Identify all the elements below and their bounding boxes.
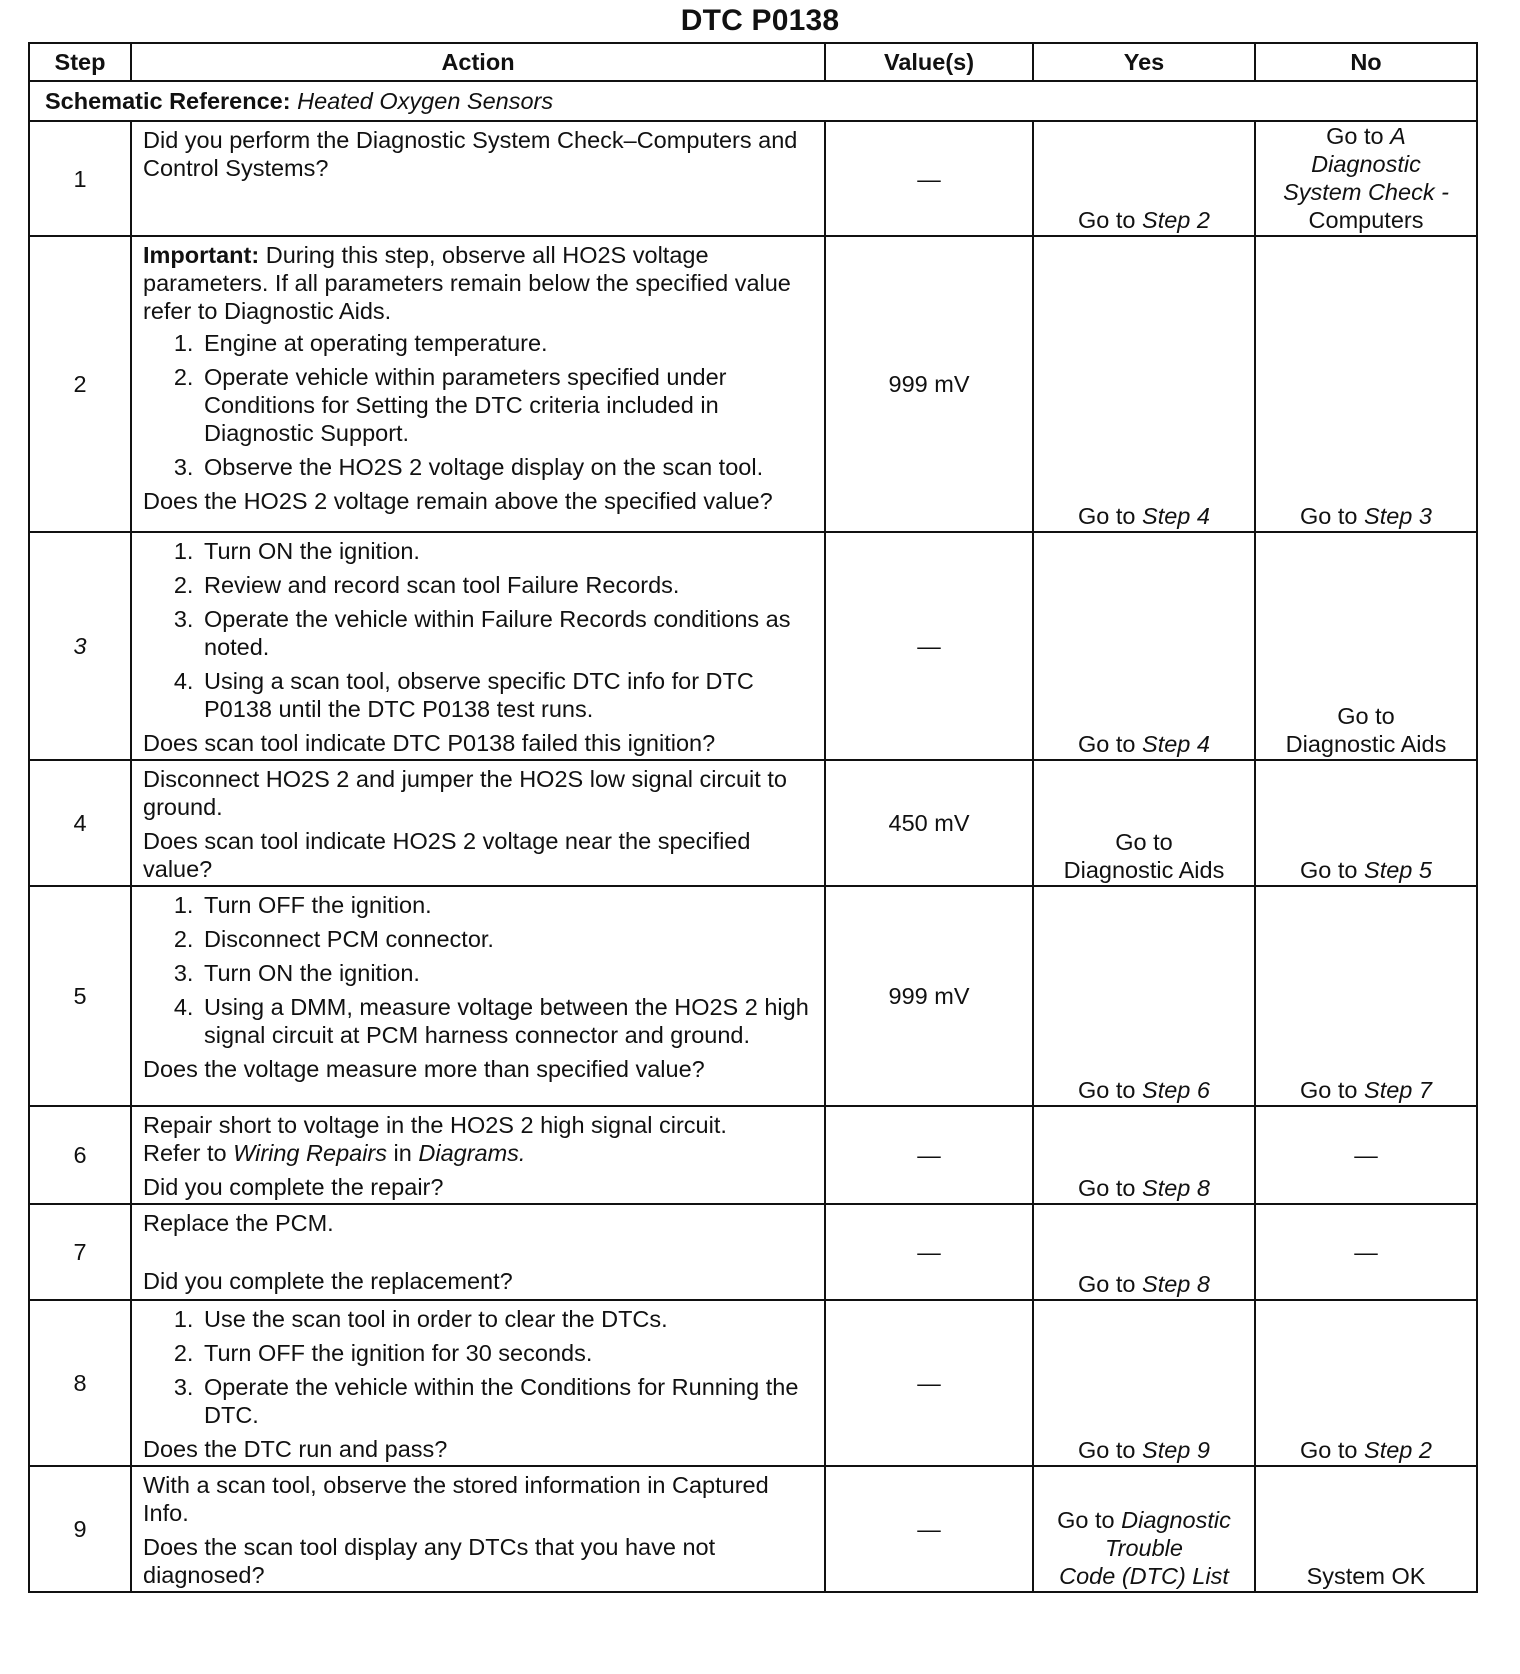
- action-question: Did you complete the repair?: [143, 1174, 444, 1200]
- action-text: Disconnect HO2S 2 and jumper the HO2S low signal circuit to ground.: [143, 766, 787, 820]
- step-row-6: [29, 1106, 1477, 1204]
- go-to-text: Go to: [1078, 731, 1136, 757]
- no-cell: —: [1255, 1204, 1477, 1300]
- yes-cell: [1033, 236, 1255, 532]
- list-item: 2. Operate vehicle within parameters specified under Conditions for Setting the DTC criteria included in Diagnostic Support.: [200, 363, 814, 447]
- action-question: Does the voltage measure more than specified value?: [143, 1056, 705, 1082]
- action-cell: [131, 886, 825, 1106]
- value-cell: —: [825, 1204, 1033, 1300]
- list-item: 1. Turn ON the ignition.: [200, 537, 814, 565]
- yes-text-line3: Code (DTC) List: [1059, 1563, 1229, 1589]
- page-title: DTC P0138: [680, 4, 840, 37]
- go-to-text: Go to: [1300, 1077, 1358, 1103]
- step-number: 1: [29, 121, 131, 236]
- important-text: During this step, observe all HO2S voltage parameters. If all parameters remain below the specified value refer to Diagnostic Aids.: [143, 242, 791, 324]
- action-cell: [131, 1466, 825, 1592]
- list-item: 4. Using a scan tool, observe specific DTC info for DTC P0138 until the DTC P0138 test runs.: [200, 667, 814, 723]
- no-cell: [1255, 1300, 1477, 1466]
- step-row-5: [29, 886, 1477, 1106]
- yes-text: Go to: [1115, 829, 1173, 855]
- action-text: Repair short to voltage in the HO2S 2 high signal circuit.: [143, 1112, 727, 1138]
- step-number: 6: [29, 1106, 131, 1204]
- go-to-text: Go to: [1057, 1507, 1115, 1533]
- action-question: Does the DTC run and pass?: [143, 1436, 448, 1462]
- no-cell: [1255, 532, 1477, 760]
- header-step: Step: [29, 43, 131, 81]
- go-to-text: Go to: [1300, 857, 1358, 883]
- refer-wiring: Wiring Repairs: [233, 1140, 388, 1166]
- list-item: 2. Turn OFF the ignition for 30 seconds.: [200, 1339, 814, 1367]
- value-cell: 999 mV: [825, 236, 1033, 532]
- schematic-row: [29, 81, 1477, 121]
- step-row-4: [29, 760, 1477, 886]
- important-label: Important:: [143, 242, 260, 268]
- value-cell: —: [825, 532, 1033, 760]
- no-cell: [1255, 121, 1477, 236]
- action-cell: [131, 1204, 825, 1300]
- header-row: [29, 43, 1477, 81]
- no-cell: [1255, 236, 1477, 532]
- action-cell: [131, 1300, 825, 1466]
- no-text-line3: System Check -: [1283, 179, 1449, 205]
- refer-in: in: [393, 1140, 412, 1166]
- header-action: Action: [131, 43, 825, 81]
- list-item: 2. Disconnect PCM connector.: [200, 925, 814, 953]
- header-values: Value(s): [825, 43, 1033, 81]
- step-number: 8: [29, 1300, 131, 1466]
- action-cell: [131, 760, 825, 886]
- go-to-text: Go to: [1078, 1175, 1136, 1201]
- list-item: 3. Operate the vehicle within Failure Records conditions as noted.: [200, 605, 814, 661]
- value-cell: —: [825, 1106, 1033, 1204]
- yes-cell: [1033, 760, 1255, 886]
- no-text: Go to: [1337, 703, 1395, 729]
- yes-cell: [1033, 1204, 1255, 1300]
- step-number: 7: [29, 1204, 131, 1300]
- list-item: 3. Observe the HO2S 2 voltage display on the scan tool.: [200, 453, 814, 481]
- yes-step-link: Step 2: [1142, 207, 1210, 233]
- yes-step-link: Step 8: [1142, 1271, 1210, 1297]
- yes-cell: [1033, 1300, 1255, 1466]
- no-text: Go to: [1326, 123, 1384, 149]
- action-text: With a scan tool, observe the stored information in Captured Info.: [143, 1472, 769, 1526]
- go-to-text: Go to: [1300, 1437, 1358, 1463]
- diagnostic-table: [28, 42, 1478, 1593]
- yes-step-link: Step 4: [1142, 731, 1210, 757]
- action-question: Did you complete the replacement?: [143, 1268, 513, 1294]
- no-cell: System OK: [1255, 1466, 1477, 1592]
- action-cell: [131, 121, 825, 236]
- action-list: [143, 891, 814, 1049]
- yes-cell: [1033, 886, 1255, 1106]
- yes-cell: [1033, 1106, 1255, 1204]
- yes-text-line2: Diagnostic Aids: [1063, 857, 1225, 883]
- no-cell: [1255, 886, 1477, 1106]
- list-item: 2. Review and record scan tool Failure Records.: [200, 571, 814, 599]
- go-to-text: Go to: [1078, 1271, 1136, 1297]
- yes-step-link: Step 9: [1142, 1437, 1210, 1463]
- list-item: 4. Using a DMM, measure voltage between the HO2S 2 high signal circuit at PCM harness connector and ground.: [200, 993, 814, 1049]
- action-question: Does the HO2S 2 voltage remain above the specified value?: [143, 488, 773, 514]
- value-cell: 450 mV: [825, 760, 1033, 886]
- schematic-value: Heated Oxygen Sensors: [297, 88, 554, 114]
- action-text: Replace the PCM.: [143, 1210, 334, 1236]
- step-number-text: 3: [73, 633, 87, 659]
- yes-cell: [1033, 1466, 1255, 1592]
- step-row-7: [29, 1204, 1477, 1300]
- no-text-line2: Diagnostic Aids: [1285, 731, 1447, 757]
- yes-step-link: Step 6: [1142, 1077, 1210, 1103]
- yes-text-em: Diagnostic: [1121, 1507, 1231, 1533]
- no-text-line4: Computers: [1308, 207, 1424, 233]
- value-cell: —: [825, 1466, 1033, 1592]
- step-row-8: [29, 1300, 1477, 1466]
- action-list: [143, 537, 814, 723]
- action-cell: [131, 236, 825, 532]
- list-item: 1. Engine at operating temperature.: [200, 329, 814, 357]
- action-question: Does scan tool indicate HO2S 2 voltage near the specified value?: [143, 828, 751, 882]
- list-item: 1. Turn OFF the ignition.: [200, 891, 814, 919]
- yes-step-link: Step 8: [1142, 1175, 1210, 1201]
- go-to-text: Go to: [1300, 503, 1358, 529]
- step-row-3: [29, 532, 1477, 760]
- header-yes: Yes: [1033, 43, 1255, 81]
- value-cell: 999 mV: [825, 886, 1033, 1106]
- step-number: [29, 532, 131, 760]
- action-question: Does the scan tool display any DTCs that you have not diagnosed?: [143, 1534, 716, 1588]
- step-row-9: [29, 1466, 1477, 1592]
- header-no: No: [1255, 43, 1477, 81]
- value-cell: —: [825, 1300, 1033, 1466]
- no-step-link: Step 2: [1364, 1437, 1432, 1463]
- action-question: Does scan tool indicate DTC P0138 failed this ignition?: [143, 730, 716, 756]
- refer-text: Refer to: [143, 1140, 227, 1166]
- schematic-reference: [29, 81, 1477, 121]
- refer-diagrams: Diagrams.: [418, 1140, 526, 1166]
- step-row-1: [29, 121, 1477, 236]
- schematic-label: Schematic Reference:: [45, 88, 291, 114]
- no-step-link: Step 3: [1364, 503, 1432, 529]
- go-to-text: Go to: [1078, 503, 1136, 529]
- list-item: 1. Use the scan tool in order to clear the DTCs.: [200, 1305, 814, 1333]
- step-number: 5: [29, 886, 131, 1106]
- action-cell: [131, 532, 825, 760]
- action-question: Did you perform the Diagnostic System Check–Computers and Control Systems?: [143, 127, 798, 181]
- action-refer: [143, 1139, 814, 1167]
- step-row-2: [29, 236, 1477, 532]
- list-item: 3. Operate the vehicle within the Conditions for Running the DTC.: [200, 1373, 814, 1429]
- yes-step-link: Step 4: [1142, 503, 1210, 529]
- action-list: [143, 329, 814, 481]
- step-number: 2: [29, 236, 131, 532]
- list-item: 3. Turn ON the ignition.: [200, 959, 814, 987]
- no-step-link: Step 7: [1364, 1077, 1432, 1103]
- no-step-link: Step 5: [1364, 857, 1432, 883]
- yes-text-line2: Trouble: [1105, 1535, 1183, 1561]
- action-list: [143, 1305, 814, 1429]
- step-number: 4: [29, 760, 131, 886]
- value-cell: —: [825, 121, 1033, 236]
- action-cell: [131, 1106, 825, 1204]
- go-to-text: Go to: [1078, 1437, 1136, 1463]
- no-text-em: A: [1390, 123, 1406, 149]
- no-text-line2: Diagnostic: [1311, 151, 1421, 177]
- go-to-text: Go to: [1078, 1077, 1136, 1103]
- step-number: 9: [29, 1466, 131, 1592]
- go-to-text: Go to: [1078, 207, 1136, 233]
- no-cell: —: [1255, 1106, 1477, 1204]
- no-cell: [1255, 760, 1477, 886]
- yes-cell: [1033, 532, 1255, 760]
- yes-cell: [1033, 121, 1255, 236]
